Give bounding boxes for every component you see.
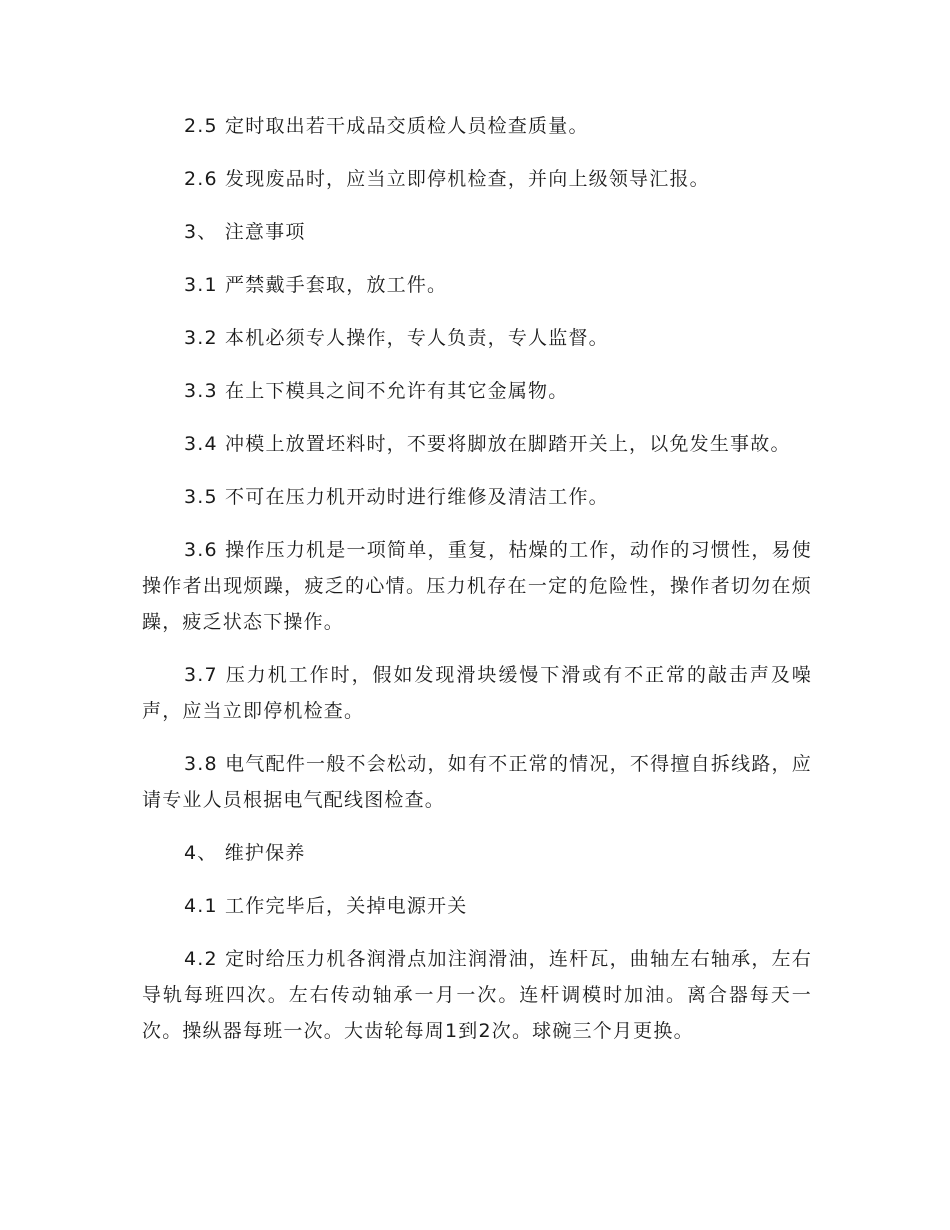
paragraph-3-4: 3.4 冲模上放置坯料时，不要将脚放在脚踏开关上，以免发生事故。 [184, 433, 791, 455]
paragraph-2-5: 2.5 定时取出若干成品交质检人员检查质量。 [184, 115, 589, 137]
paragraph-4-2: 4.2 定时给压力机各润滑点加注润滑油，连杆瓦，曲轴左右轴承，左右导轨每班四次。左右传动轴承一月一次。连杆调模时加油。离合器每天一次。操纵器每班一次。大齿轮每周1到2次。球碗三个月更换。 [142, 948, 812, 1042]
paragraph-3-1: 3.1 严禁戴手套取，放工件。 [184, 274, 448, 296]
section-heading-3: 3、 注意事项 [184, 221, 306, 243]
section-heading-4: 4、 维护保养 [184, 842, 306, 864]
paragraph-3-5: 3.5 不可在压力机开动时进行维修及清洁工作。 [184, 486, 609, 508]
paragraph-2-6: 2.6 发现废品时，应当立即停机检查，并向上级领导汇报。 [184, 168, 710, 190]
paragraph-3-7: 3.7 压力机工作时，假如发现滑块缓慢下滑或有不正常的敲击声及噪声，应当立即停机检查。 [142, 664, 812, 722]
paragraph-3-8: 3.8 电气配件一般不会松动，如有不正常的情况，不得擅自拆线路，应请专业人员根据电气配线图检查。 [142, 753, 812, 811]
document-body [142, 108, 812, 1066]
paragraph-3-3: 3.3 在上下模具之间不允许有其它金属物。 [184, 380, 569, 402]
paragraph-3-2: 3.2 本机必须专人操作，专人负责，专人监督。 [184, 327, 609, 349]
paragraph-4-1: 4.1 工作完毕后，关掉电源开关 [184, 895, 468, 917]
paragraph-3-6: 3.6 操作压力机是一项简单，重复，枯燥的工作，动作的习惯性，易使操作者出现烦躁，疲乏的心情。压力机存在一定的危险性，操作者切勿在烦躁，疲乏状态下操作。 [142, 539, 812, 633]
